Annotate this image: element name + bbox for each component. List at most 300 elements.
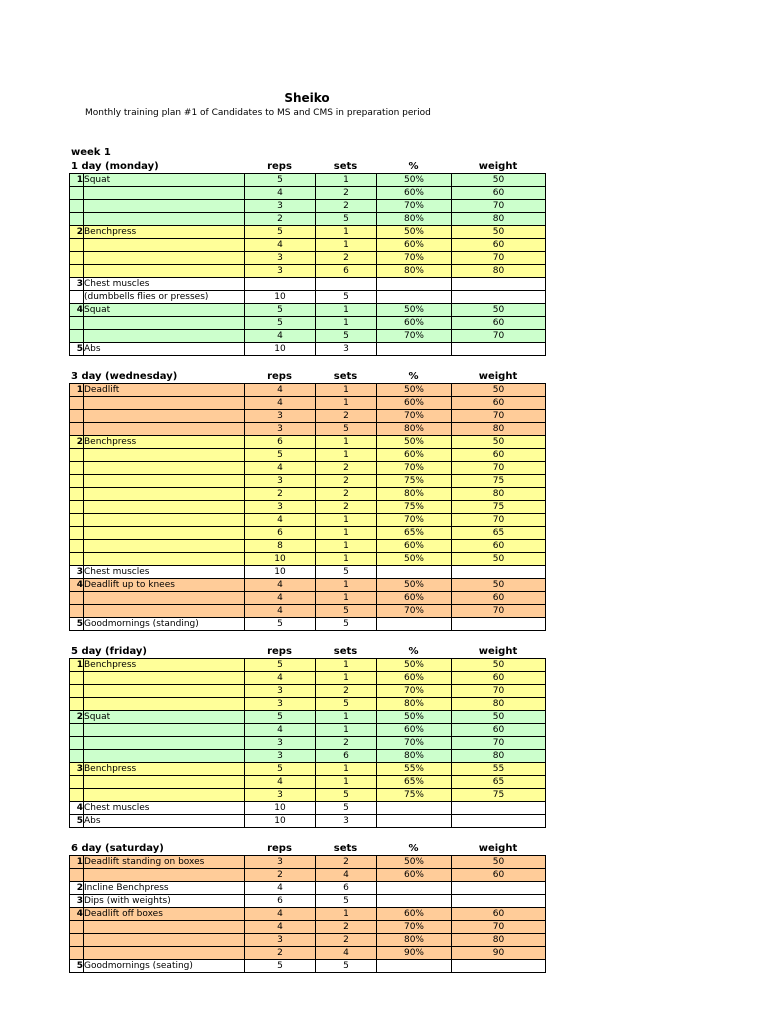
reps-cell: 5	[245, 711, 316, 724]
column-header: weight	[478, 161, 518, 172]
exercise-number: 1	[70, 659, 84, 672]
table-row	[70, 475, 546, 488]
percent-cell: 80%	[377, 750, 452, 763]
sets-cell: 5	[316, 802, 377, 815]
column-header: %	[408, 371, 419, 382]
percent-cell: 60%	[377, 187, 452, 200]
exercise-number: 3	[70, 278, 84, 291]
sets-cell	[316, 278, 377, 291]
weight-cell: 60	[452, 724, 546, 737]
sets-cell: 5	[316, 960, 377, 973]
exercise-number	[70, 462, 84, 475]
table-row	[70, 291, 546, 304]
percent-cell: 70%	[377, 685, 452, 698]
exercise-number	[70, 776, 84, 789]
percent-cell: 60%	[377, 592, 452, 605]
percent-cell: 60%	[377, 869, 452, 882]
exercise-number	[70, 724, 84, 737]
percent-cell: 50%	[377, 304, 452, 317]
exercise-name: Deadlift standing on boxes	[84, 856, 245, 869]
exercise-number	[70, 527, 84, 540]
exercise-name: Abs	[84, 343, 245, 356]
table-row	[70, 239, 546, 252]
table-row	[70, 330, 546, 343]
exercise-name: Squat	[84, 174, 245, 187]
exercise-number	[70, 553, 84, 566]
day-header	[69, 842, 545, 855]
percent-cell: 60%	[377, 672, 452, 685]
exercise-number	[70, 947, 84, 960]
sets-cell: 5	[316, 566, 377, 579]
reps-cell: 10	[245, 566, 316, 579]
exercise-number	[70, 291, 84, 304]
column-header: reps	[267, 371, 292, 382]
exercise-name	[84, 592, 245, 605]
weight-cell: 80	[452, 488, 546, 501]
table-row	[70, 226, 546, 239]
table-row	[70, 579, 546, 592]
exercise-number	[70, 252, 84, 265]
percent-cell: 80%	[377, 213, 452, 226]
exercise-number: 4	[70, 579, 84, 592]
sets-cell: 2	[316, 501, 377, 514]
sets-cell: 5	[316, 213, 377, 226]
reps-cell: 4	[245, 776, 316, 789]
table-row	[70, 724, 546, 737]
table-row	[70, 659, 546, 672]
sets-cell: 1	[316, 711, 377, 724]
exercise-number: 2	[70, 436, 84, 449]
exercise-name	[84, 449, 245, 462]
weight-cell: 70	[452, 330, 546, 343]
percent-cell: 50%	[377, 436, 452, 449]
sets-cell: 1	[316, 579, 377, 592]
weight-cell: 80	[452, 213, 546, 226]
exercise-number: 5	[70, 960, 84, 973]
weight-cell: 60	[452, 239, 546, 252]
percent-cell: 60%	[377, 449, 452, 462]
exercise-name	[84, 475, 245, 488]
table-row	[70, 397, 546, 410]
sets-cell: 1	[316, 317, 377, 330]
exercise-number	[70, 317, 84, 330]
exercise-name	[84, 776, 245, 789]
weight-cell: 50	[452, 174, 546, 187]
reps-cell: 8	[245, 540, 316, 553]
training-days	[69, 160, 545, 987]
sets-cell: 1	[316, 672, 377, 685]
weight-cell: 80	[452, 750, 546, 763]
exercise-number	[70, 488, 84, 501]
exercise-number	[70, 514, 84, 527]
column-header: sets	[333, 646, 358, 657]
sets-cell: 1	[316, 659, 377, 672]
exercise-name	[84, 410, 245, 423]
weight-cell: 60	[452, 317, 546, 330]
exercise-number	[70, 592, 84, 605]
table-row	[70, 462, 546, 475]
column-header: reps	[267, 161, 292, 172]
exercise-name	[84, 605, 245, 618]
weight-cell	[452, 618, 546, 631]
sets-cell: 1	[316, 239, 377, 252]
exercise-name: Deadlift off boxes	[84, 908, 245, 921]
exercise-name	[84, 737, 245, 750]
sets-cell: 5	[316, 698, 377, 711]
table-row	[70, 265, 546, 278]
exercise-name: Benchpress	[84, 763, 245, 776]
exercise-name: Deadlift up to knees	[84, 579, 245, 592]
percent-cell: 60%	[377, 908, 452, 921]
exercise-number: 3	[70, 895, 84, 908]
sets-cell: 3	[316, 815, 377, 828]
day-label: 5 day (friday)	[71, 646, 148, 657]
weight-cell: 60	[452, 449, 546, 462]
exercise-name	[84, 187, 245, 200]
exercise-name: Abs	[84, 815, 245, 828]
weight-cell: 70	[452, 410, 546, 423]
weight-cell: 80	[452, 698, 546, 711]
reps-cell: 4	[245, 330, 316, 343]
exercise-name	[84, 789, 245, 802]
sets-cell: 6	[316, 750, 377, 763]
sets-cell: 1	[316, 776, 377, 789]
exercise-name	[84, 514, 245, 527]
table-row	[70, 947, 546, 960]
weight-cell: 50	[452, 304, 546, 317]
table-row	[70, 252, 546, 265]
table-row	[70, 789, 546, 802]
exercise-number: 3	[70, 763, 84, 776]
percent-cell: 70%	[377, 252, 452, 265]
sets-cell: 5	[316, 330, 377, 343]
document-subtitle: Monthly training plan #1 of Candidates to MS and CMS in preparation period	[85, 108, 431, 118]
percent-cell: 60%	[377, 397, 452, 410]
percent-cell: 60%	[377, 239, 452, 252]
exercise-name	[84, 540, 245, 553]
exercise-name	[84, 317, 245, 330]
percent-cell: 70%	[377, 737, 452, 750]
percent-cell: 50%	[377, 384, 452, 397]
reps-cell: 5	[245, 174, 316, 187]
sets-cell: 5	[316, 895, 377, 908]
percent-cell: 70%	[377, 921, 452, 934]
reps-cell: 5	[245, 618, 316, 631]
reps-cell: 6	[245, 895, 316, 908]
sets-cell: 2	[316, 934, 377, 947]
column-header: sets	[333, 161, 358, 172]
weight-cell	[452, 566, 546, 579]
exercise-number	[70, 187, 84, 200]
exercise-name	[84, 423, 245, 436]
sets-cell: 6	[316, 265, 377, 278]
exercise-name	[84, 501, 245, 514]
column-header: %	[408, 646, 419, 657]
exercise-number	[70, 540, 84, 553]
percent-cell	[377, 291, 452, 304]
percent-cell: 80%	[377, 488, 452, 501]
exercise-name	[84, 397, 245, 410]
day-header	[69, 160, 545, 173]
percent-cell: 50%	[377, 553, 452, 566]
weight-cell: 75	[452, 789, 546, 802]
reps-cell: 3	[245, 265, 316, 278]
table-row	[70, 882, 546, 895]
table-row	[70, 410, 546, 423]
sets-cell: 5	[316, 789, 377, 802]
sets-cell: 1	[316, 724, 377, 737]
percent-cell: 60%	[377, 540, 452, 553]
day-label: 6 day (saturday)	[71, 843, 164, 854]
weight-cell	[452, 895, 546, 908]
reps-cell: 3	[245, 737, 316, 750]
exercise-name	[84, 239, 245, 252]
exercise-number: 5	[70, 815, 84, 828]
exercise-name: Goodmornings (seating)	[84, 960, 245, 973]
percent-cell	[377, 566, 452, 579]
reps-cell: 5	[245, 304, 316, 317]
exercise-name: Squat	[84, 711, 245, 724]
exercise-number	[70, 672, 84, 685]
percent-cell: 70%	[377, 605, 452, 618]
weight-cell: 65	[452, 527, 546, 540]
exercise-table	[69, 855, 546, 973]
percent-cell	[377, 895, 452, 908]
sets-cell: 5	[316, 291, 377, 304]
weight-cell: 50	[452, 226, 546, 239]
exercise-number: 2	[70, 226, 84, 239]
weight-cell	[452, 802, 546, 815]
sets-cell: 2	[316, 252, 377, 265]
table-row	[70, 317, 546, 330]
weight-cell: 60	[452, 187, 546, 200]
weight-cell: 70	[452, 252, 546, 265]
exercise-name	[84, 698, 245, 711]
sets-cell: 2	[316, 475, 377, 488]
exercise-name: Benchpress	[84, 659, 245, 672]
table-row	[70, 436, 546, 449]
exercise-number	[70, 213, 84, 226]
weight-cell: 75	[452, 501, 546, 514]
exercise-name: Chest muscles	[84, 566, 245, 579]
weight-cell: 50	[452, 384, 546, 397]
weight-cell: 70	[452, 921, 546, 934]
sets-cell: 1	[316, 763, 377, 776]
percent-cell: 75%	[377, 501, 452, 514]
exercise-name: Incline Benchpress	[84, 882, 245, 895]
weight-cell: 70	[452, 514, 546, 527]
percent-cell: 50%	[377, 856, 452, 869]
percent-cell	[377, 960, 452, 973]
sets-cell: 1	[316, 592, 377, 605]
percent-cell: 70%	[377, 462, 452, 475]
table-row	[70, 934, 546, 947]
weight-cell	[452, 815, 546, 828]
exercise-number	[70, 397, 84, 410]
exercise-name: Dips (with weights)	[84, 895, 245, 908]
weight-cell: 80	[452, 265, 546, 278]
sets-cell: 2	[316, 410, 377, 423]
week-label: week 1	[71, 147, 111, 158]
percent-cell: 80%	[377, 698, 452, 711]
percent-cell: 50%	[377, 579, 452, 592]
reps-cell: 4	[245, 462, 316, 475]
exercise-number	[70, 423, 84, 436]
percent-cell: 50%	[377, 711, 452, 724]
reps-cell: 4	[245, 605, 316, 618]
reps-cell: 3	[245, 423, 316, 436]
weight-cell	[452, 291, 546, 304]
exercise-name	[84, 685, 245, 698]
table-row	[70, 921, 546, 934]
table-row	[70, 592, 546, 605]
exercise-number: 5	[70, 618, 84, 631]
exercise-name	[84, 200, 245, 213]
weight-cell: 70	[452, 200, 546, 213]
percent-cell	[377, 882, 452, 895]
reps-cell: 10	[245, 815, 316, 828]
training-day	[69, 370, 545, 631]
exercise-table	[69, 383, 546, 631]
weight-cell: 50	[452, 553, 546, 566]
table-row	[70, 384, 546, 397]
exercise-number	[70, 410, 84, 423]
percent-cell: 65%	[377, 776, 452, 789]
table-row	[70, 449, 546, 462]
sets-cell: 4	[316, 869, 377, 882]
weight-cell: 80	[452, 423, 546, 436]
training-day	[69, 645, 545, 828]
exercise-name	[84, 750, 245, 763]
table-row	[70, 895, 546, 908]
table-row	[70, 856, 546, 869]
table-row	[70, 776, 546, 789]
reps-cell: 5	[245, 449, 316, 462]
reps-cell: 4	[245, 882, 316, 895]
sets-cell: 1	[316, 449, 377, 462]
table-row	[70, 423, 546, 436]
exercise-number	[70, 475, 84, 488]
exercise-name	[84, 462, 245, 475]
reps-cell: 3	[245, 856, 316, 869]
weight-cell: 75	[452, 475, 546, 488]
weight-cell: 60	[452, 672, 546, 685]
reps-cell: 10	[245, 343, 316, 356]
percent-cell: 65%	[377, 527, 452, 540]
percent-cell: 75%	[377, 789, 452, 802]
table-row	[70, 200, 546, 213]
reps-cell: 5	[245, 226, 316, 239]
table-row	[70, 343, 546, 356]
day-label: 1 day (monday)	[71, 161, 159, 172]
column-header: reps	[267, 646, 292, 657]
exercise-number	[70, 200, 84, 213]
exercise-name	[84, 553, 245, 566]
reps-cell: 3	[245, 410, 316, 423]
table-row	[70, 553, 546, 566]
exercise-number	[70, 265, 84, 278]
exercise-number: 4	[70, 304, 84, 317]
exercise-name: Goodmornings (standing)	[84, 618, 245, 631]
exercise-name	[84, 921, 245, 934]
reps-cell: 2	[245, 488, 316, 501]
sets-cell: 2	[316, 488, 377, 501]
reps-cell: 4	[245, 514, 316, 527]
exercise-table	[69, 173, 546, 356]
column-header: weight	[478, 843, 518, 854]
exercise-number	[70, 330, 84, 343]
sets-cell: 2	[316, 737, 377, 750]
exercise-number: 2	[70, 711, 84, 724]
weight-cell	[452, 882, 546, 895]
sets-cell: 2	[316, 856, 377, 869]
reps-cell: 4	[245, 724, 316, 737]
table-row	[70, 698, 546, 711]
weight-cell: 90	[452, 947, 546, 960]
percent-cell	[377, 618, 452, 631]
weight-cell	[452, 343, 546, 356]
table-row	[70, 711, 546, 724]
exercise-name: Squat	[84, 304, 245, 317]
sets-cell: 1	[316, 908, 377, 921]
exercise-name: (dumbbells flies or presses)	[84, 291, 245, 304]
table-row	[70, 187, 546, 200]
table-row	[70, 685, 546, 698]
sets-cell: 2	[316, 462, 377, 475]
exercise-number: 1	[70, 384, 84, 397]
sets-cell: 1	[316, 436, 377, 449]
percent-cell: 70%	[377, 514, 452, 527]
reps-cell: 10	[245, 802, 316, 815]
table-row	[70, 763, 546, 776]
sets-cell: 2	[316, 685, 377, 698]
sets-cell: 5	[316, 618, 377, 631]
training-day	[69, 842, 545, 973]
exercise-number: 2	[70, 882, 84, 895]
percent-cell: 75%	[377, 475, 452, 488]
exercise-name	[84, 724, 245, 737]
weight-cell: 70	[452, 685, 546, 698]
exercise-name	[84, 934, 245, 947]
reps-cell: 4	[245, 592, 316, 605]
sets-cell: 6	[316, 882, 377, 895]
reps-cell: 10	[245, 291, 316, 304]
weight-cell: 50	[452, 436, 546, 449]
exercise-name	[84, 672, 245, 685]
table-row	[70, 566, 546, 579]
sets-cell: 3	[316, 343, 377, 356]
sets-cell: 1	[316, 397, 377, 410]
exercise-number: 4	[70, 802, 84, 815]
table-row	[70, 750, 546, 763]
weight-cell: 70	[452, 462, 546, 475]
exercise-number	[70, 789, 84, 802]
percent-cell	[377, 802, 452, 815]
sets-cell: 1	[316, 226, 377, 239]
reps-cell: 3	[245, 750, 316, 763]
reps-cell: 2	[245, 947, 316, 960]
reps-cell: 5	[245, 960, 316, 973]
reps-cell: 4	[245, 579, 316, 592]
sets-cell: 1	[316, 540, 377, 553]
reps-cell: 4	[245, 384, 316, 397]
exercise-number	[70, 501, 84, 514]
reps-cell: 6	[245, 436, 316, 449]
percent-cell: 55%	[377, 763, 452, 776]
exercise-number: 1	[70, 174, 84, 187]
reps-cell: 3	[245, 475, 316, 488]
weight-cell: 65	[452, 776, 546, 789]
